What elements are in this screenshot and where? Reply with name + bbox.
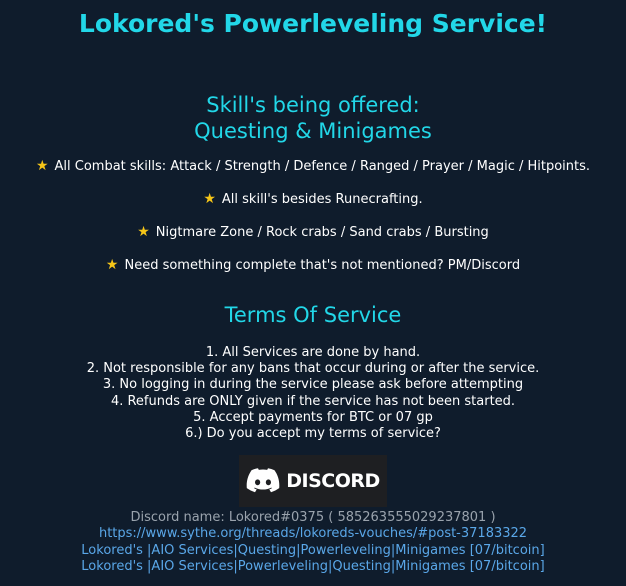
footer [0,510,626,575]
thread-link-questing[interactable]: Lokored's |AIO Services|Questing|Powerleveling|Minigames [07/bitcoin] [81,542,545,558]
discord-name: Discord name: Lokored#0375 ( 585263555029237801 ) [130,510,496,526]
star-icon: ★ [105,257,119,273]
star-icon: ★ [203,191,216,207]
offer-item [0,257,626,273]
offer-text: Need something complete that's not mentioned? PM/Discord [124,258,521,273]
terms-item: 5. Accept payments for BTC or 07 gp [193,409,433,425]
discord-wordmark: DISCORD [286,470,380,493]
terms-item: 6.) Do you accept my terms of service? [185,426,441,442]
thread-link-powerleveling[interactable]: Lokored's |AIO Services|Powerleveling|Questing|Minigames [07/bitcoin] [81,558,545,574]
offered-heading: Skill's being offered: [206,93,420,117]
discord-icon [246,468,280,494]
discord-logo [239,455,387,507]
terms-item: 4. Refunds are ONLY given if the service has not been started. [110,393,516,409]
terms-item: 2. Not responsible for any bans that occur during or after the service. [86,361,540,377]
offer-item [0,191,626,207]
offer-text: Nigtmare Zone / Rock crabs / Sand crabs / Bursting [155,225,489,240]
offered-subheading: Questing & Minigames [194,119,432,143]
offer-text: All skill's besides Runecrafting. [221,192,423,207]
star-icon: ★ [35,158,49,174]
terms-list [0,345,626,442]
terms-item: 3. No logging in during the service please ask before attempting [102,377,524,393]
page-title: Lokored's Powerleveling Service! [78,9,548,38]
terms-heading: Terms Of Service [224,303,402,327]
star-icon: ★ [137,224,150,240]
offer-list [0,158,626,273]
vouches-link[interactable]: https://www.sythe.org/threads/lokoreds-vouches/#post-37183322 [98,526,528,542]
offer-item [0,158,626,174]
offer-text: All Combat skills: Attack / Strength / Defence / Ranged / Prayer / Magic / Hitpoints. [54,159,591,174]
offer-item [0,224,626,240]
terms-item: 1. All Services are done by hand. [205,345,421,360]
offered-section [0,92,626,144]
